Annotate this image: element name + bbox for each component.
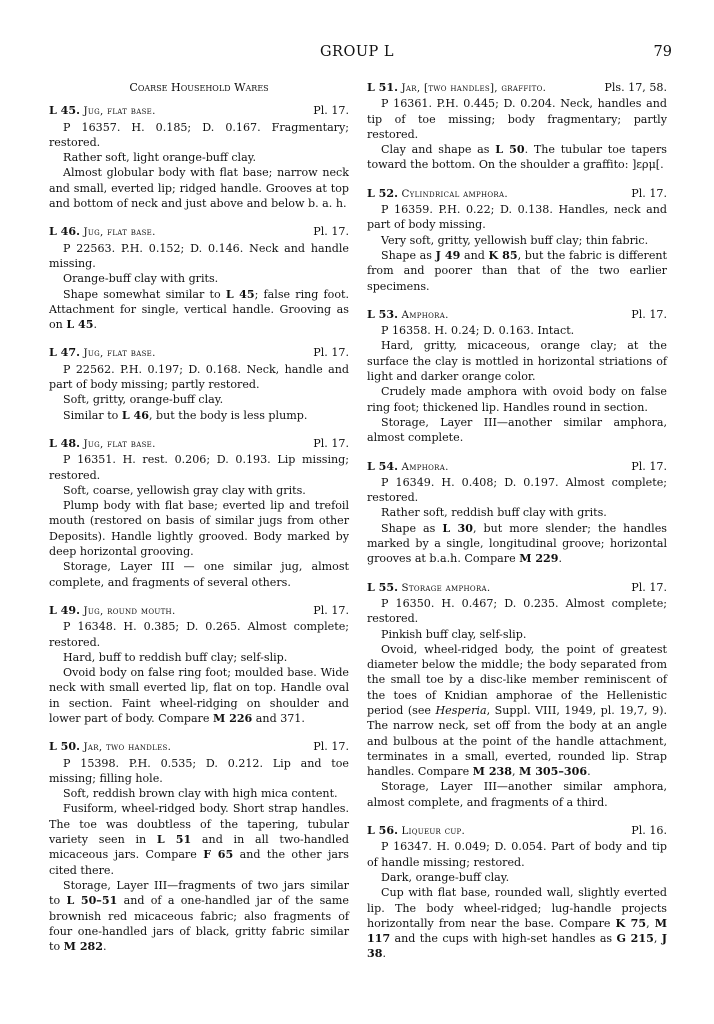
entry-title (367, 80, 546, 96)
entry-paragraph: P 22562. P.H. 0.197; D. 0.168. Neck, handle and part of body missing; partly restored. (49, 362, 349, 392)
plate-reference: Pl. 17. (313, 740, 349, 754)
entry-number: L 46. (49, 225, 80, 239)
entry-number: L 51. (367, 81, 398, 94)
entry-heading (367, 459, 667, 475)
entry-heading (367, 307, 667, 323)
catalogue-entry (367, 823, 667, 962)
entry-number: L 50. (49, 740, 80, 754)
entry-paragraph: Pinkish buff clay, self-slip. (381, 627, 527, 641)
entry-number: L 53. (367, 307, 398, 321)
entry-title (49, 345, 156, 361)
entry-paragraph: P 16357. H. 0.185; D. 0.167. Fragmentary; restored. (49, 120, 349, 149)
entry-number: L 55. (367, 580, 398, 594)
entry-title (367, 186, 508, 202)
entry-name: Cylindrical amphora. (401, 187, 508, 200)
entry-paragraph: Crudely made amphora with ovoid body on false ring foot; thickened lip. Handles round in section. (367, 385, 667, 414)
catalogue-entry (49, 103, 349, 211)
entry-name: Jug, flat base. (83, 347, 156, 360)
plate-reference: Pl. 17. (313, 104, 349, 118)
entry-paragraph: Shape somewhat similar to L 45; false ring foot. Attachment for single, vertical handle. Grooving as on L 45. (49, 287, 349, 332)
entry-paragraph: Hard, buff to reddish buff clay; self-slip. (63, 650, 288, 664)
entry-paragraph: Clay and shape as L 50. The tubular toe tapers toward the bottom. On the shoulder a graffito: ]ερμ[. (367, 143, 667, 172)
entry-name: Jug, flat base. (83, 105, 156, 118)
catalogue-entry (49, 436, 349, 590)
left-column (49, 80, 349, 967)
plate-reference: Pls. 17, 58. (604, 81, 667, 94)
entry-number: L 54. (367, 459, 398, 473)
plate-reference: Pl. 17. (631, 307, 667, 321)
entry-number: L 47. (49, 346, 80, 360)
entry-paragraph: Soft, reddish brown clay with high mica content. (63, 787, 338, 801)
entry-number: L 52. (367, 186, 398, 200)
entry-paragraph: Storage, Layer III—another similar amphora, almost complete. (367, 415, 667, 445)
entry-paragraph: Shape as J 49 and K 85, but the fabric is different from and poorer than that of the two earlier specimens. (367, 248, 667, 293)
entry-title (367, 580, 490, 596)
entry-number: L 49. (49, 603, 80, 617)
entry-paragraph: P 16347. H. 0.049; D. 0.054. Part of body and tip of handle missing; restored. (367, 840, 667, 869)
catalogue-entry (367, 459, 667, 567)
entry-paragraph: P 16358. H. 0.24; D. 0.163. Intact. (381, 324, 575, 338)
catalogue-entry (49, 345, 349, 422)
catalogue-entry (367, 580, 667, 810)
running-title: GROUP L (319, 44, 395, 60)
entry-number: L 45. (49, 104, 80, 118)
entry-title (49, 603, 176, 619)
catalogue-entry (367, 80, 667, 173)
entry-paragraph: Dark, orange-buff clay. (381, 870, 510, 884)
entry-heading (49, 739, 349, 755)
entry-paragraph: Shape as L 30, but more slender; the handles marked by a single, longitudinal groove; horizontal grooves at b.a.h. Compare M 229. (367, 521, 667, 566)
entry-name: Jar, two handles. (83, 741, 172, 754)
plate-reference: Pl. 17. (313, 603, 349, 617)
entry-title (49, 739, 171, 755)
entry-heading (49, 345, 349, 361)
plate-reference: Pl. 16. (631, 824, 667, 838)
entry-paragraph: Hard, gritty, micaceous, orange clay; at the surface the clay is mottled in horizontal striations of light and darker orange color. (367, 339, 667, 384)
entry-paragraph: Fusiform, wheel-ridged body. Short strap handles. The toe was doubtless of the tapering, tubular variety seen in L 51 and in all two-handled micaceous jars. Compare F 65 and the other jars cited there. (49, 802, 349, 877)
entry-title (367, 459, 449, 475)
entry-paragraph: P 15398. P.H. 0.535; D. 0.212. Lip and toe missing; filling hole. (49, 756, 349, 785)
entry-name: Amphora. (401, 308, 449, 321)
entry-paragraph: Orange-buff clay with grits. (63, 272, 219, 286)
entry-number: L 48. (49, 436, 80, 450)
entry-paragraph: Rather soft, light orange-buff clay. (63, 151, 257, 165)
entry-paragraph: Ovoid body on false ring foot; moulded base. Wide neck with small everted lip, flat on top. Handle oval in section. Faint wheel-ridging on shoulder and lower part of body. Compare M 226 and 371. (49, 666, 349, 725)
entry-heading (49, 103, 349, 119)
plate-reference: Pl. 17. (631, 459, 667, 473)
entry-name: Jug, flat base. (83, 226, 156, 239)
catalogue-entry (367, 307, 667, 446)
entry-name: Jar, [two handles], graffito. (401, 82, 547, 94)
catalogue-entry (367, 186, 667, 294)
entry-paragraph: P 16351. H. rest. 0.206; D. 0.193. Lip missing; restored. (49, 453, 349, 482)
entry-paragraph: Rather soft, reddish buff clay with grits. (381, 506, 607, 520)
catalogue-entry (49, 224, 349, 332)
page-number: 79 (653, 44, 672, 60)
catalogue-entry (49, 603, 349, 726)
plate-reference: Pl. 17. (631, 186, 667, 200)
entry-title (49, 224, 156, 240)
section-title: Coarse Household Wares (129, 81, 269, 94)
entry-name: Jug, flat base. (83, 437, 156, 450)
entry-paragraph: Soft, gritty, orange-buff clay. (63, 393, 224, 407)
entry-number: L 56. (367, 824, 398, 838)
entry-paragraph: Cup with flat base, rounded wall, slightly everted lip. The body wheel-ridged; lug-handle projects horizontally from near the base. Compare K 75, M 117 and the cups with high-set handles as G 215, J 38. (367, 886, 667, 961)
running-header (0, 44, 714, 66)
entry-paragraph: Plump body with flat base; everted lip and trefoil mouth (restored on basis of similar jugs from other Deposits). Handle lightly grooved. Body marked by deep horizontal grooving. (49, 499, 349, 559)
entry-name: Jug, round mouth. (83, 604, 176, 617)
entry-paragraph: Storage, Layer III—another similar amphora, almost complete, and fragments of a third. (367, 780, 667, 809)
entry-heading (367, 580, 667, 596)
entry-heading (367, 823, 667, 839)
entry-paragraph: P 16350. H. 0.467; D. 0.235. Almost complete; restored. (367, 596, 667, 626)
entry-paragraph: P 22563. P.H. 0.152; D. 0.146. Neck and handle missing. (49, 241, 349, 270)
entry-heading (367, 186, 667, 202)
entry-name: Amphora. (401, 460, 449, 473)
catalogue-entry (49, 739, 349, 954)
entry-title (367, 823, 465, 839)
entry-title (49, 436, 156, 452)
entry-paragraph: P 16361. P.H. 0.445; D. 0.204. Neck, handles and tip of toe missing; body fragmentary; partly restored. (367, 97, 667, 141)
entry-paragraph: P 16349. H. 0.408; D. 0.197. Almost complete; restored. (367, 475, 667, 505)
entry-heading (49, 224, 349, 240)
plate-reference: Pl. 17. (631, 580, 667, 594)
entry-paragraph: P 16348. H. 0.385; D. 0.265. Almost complete; restored. (49, 620, 349, 649)
right-entries (367, 80, 667, 962)
entry-title (49, 103, 156, 119)
plate-reference: Pl. 17. (313, 346, 349, 360)
right-column (367, 80, 667, 975)
entry-paragraph: Storage, Layer III — one similar jug, almost complete, and fragments of several others. (49, 560, 349, 589)
entry-title (367, 307, 449, 323)
left-entries (49, 103, 349, 954)
entry-name: Storage amphora. (401, 581, 491, 594)
entry-heading (49, 436, 349, 452)
entry-paragraph: Storage, Layer III—fragments of two jars similar to L 50–51 and of a one-handled jar of the same brownish red micaceous fabric; also fragments of four one-handled jars of black, gritty fabric similar to M 282. (49, 878, 349, 954)
plate-reference: Pl. 17. (313, 436, 349, 450)
entry-paragraph: Similar to L 46, but the body is less plump. (63, 408, 308, 422)
entry-heading (49, 603, 349, 619)
entry-paragraph: Soft, coarse, yellowish gray clay with grits. (63, 483, 306, 497)
entry-paragraph: Almost globular body with flat base; narrow neck and small, everted lip; ridged handle. Grooves at top and bottom of neck and just above and below b. a. h. (49, 166, 349, 211)
entry-paragraph: Very soft, gritty, yellowish buff clay; thin fabric. (381, 233, 649, 247)
entry-name: Liqueur cup. (401, 825, 466, 838)
entry-paragraph: Ovoid, wheel-ridged body, the point of greatest diameter below the middle; the body separated from the small toe by a disc-like member reminiscent of the toes of Knidian amphorae of the Hellenistic period (see Hesperia, Suppl. VIII, 1949, pl. 19,7, 9). The narrow neck, set off from the body at an angle and bulbous at the point of the handle attachment, terminates in a small, everted, rounded lip. Strap handles. Compare M 238, M 305–306. (367, 642, 667, 779)
plate-reference: Pl. 17. (313, 225, 349, 239)
entry-heading (367, 80, 667, 96)
entry-paragraph: P 16359. P.H. 0.22; D. 0.138. Handles, neck and part of body missing. (367, 203, 667, 232)
